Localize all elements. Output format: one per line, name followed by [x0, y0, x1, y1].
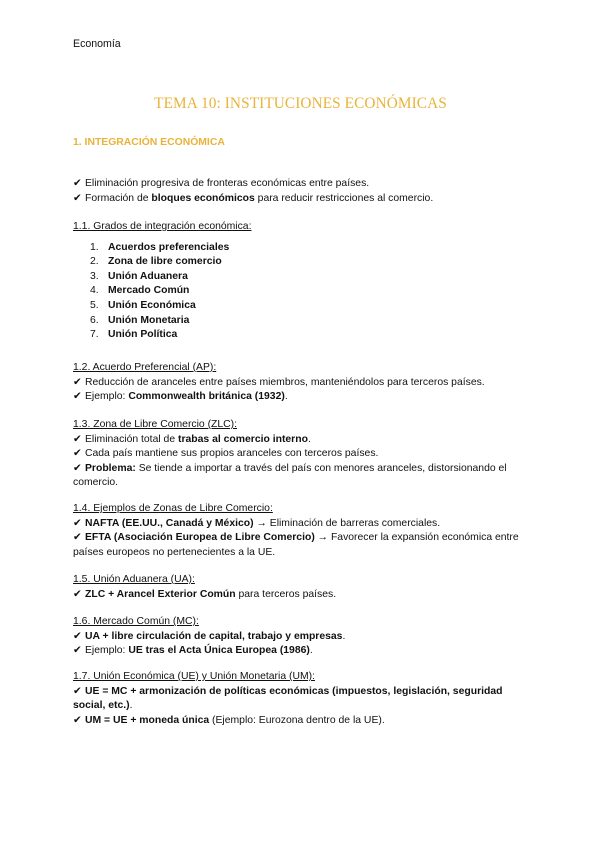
check-icon: ✔ — [73, 532, 82, 544]
grades-heading: 1.1. Grados de integración económica: — [73, 221, 252, 232]
check-icon: ✔ — [73, 448, 82, 460]
zlc-bullet-2: ✔ Cada país mantiene sus propios aranceles con terceros países. — [73, 447, 528, 462]
zlc-bullet-1: ✔ Eliminación total de trabas al comercio interno. — [73, 433, 528, 448]
list-item: 2. Zona de libre comercio — [90, 256, 222, 268]
list-item: 1. Acuerdos preferenciales — [90, 241, 230, 253]
grades-list — [73, 241, 528, 343]
check-icon: ✔ — [73, 376, 82, 388]
ua-heading: 1.5. Unión Aduanera (UA): — [73, 574, 195, 585]
zlc-section — [73, 418, 528, 491]
check-icon: ✔ — [73, 178, 82, 189]
zlc-heading: 1.3. Zona de Libre Comercio (ZLC): — [73, 419, 238, 430]
mc-bullet-1: ✔ UA + libre circulación de capital, trabajo y empresas. — [73, 630, 528, 645]
intro-bullets — [73, 177, 528, 206]
list-item: 3. Unión Aduanera — [90, 270, 188, 282]
check-icon: ✔ — [73, 433, 82, 445]
intro-bullet-2: ✔ Formación de bloques económicos para reducir restricciones al comercio. — [73, 192, 528, 207]
section-title: 1. INTEGRACIÓN ECONÓMICA — [73, 137, 225, 148]
check-icon: ✔ — [73, 462, 82, 474]
examples-heading: 1.4. Ejemplos de Zonas de Libre Comercio: — [73, 503, 273, 514]
intro-bullet-1: ✔ Eliminación progresiva de fronteras económicas entre países. — [73, 177, 528, 192]
grades-section — [73, 220, 528, 343]
ue-bullet-1: ✔ UE = MC + armonización de políticas económicas (impuestos, legislación, seguridad social, etc.). — [73, 685, 503, 712]
mc-heading: 1.6. Mercado Común (MC): — [73, 616, 199, 627]
list-item: 7. Unión Política — [90, 329, 178, 341]
check-icon: ✔ — [73, 685, 82, 697]
check-icon: ✔ — [73, 192, 82, 204]
ap-heading: 1.2. Acuerdo Preferencial (AP): — [73, 362, 217, 373]
ue-section — [73, 670, 528, 728]
check-icon: ✔ — [73, 391, 82, 403]
check-icon: ✔ — [73, 630, 82, 642]
list-item: 5. Unión Económica — [90, 299, 196, 311]
zlc-bullet-3: ✔ Problema: Se tiende a importar a través del país con menores aranceles, distorsionando el comercio. — [73, 462, 507, 489]
mc-bullet-2: ✔ Ejemplo: UE tras el Acta Única Europea (1986). — [73, 644, 528, 659]
ua-bullet-1: ✔ ZLC + Arancel Exterior Común para terceros países. — [73, 588, 528, 603]
check-icon: ✔ — [73, 714, 82, 726]
ap-bullet-2: ✔ Ejemplo: Commonwealth británica (1932). — [73, 390, 528, 405]
page-title: TEMA 10: INSTITUCIONES ECONÓMICAS — [154, 95, 447, 112]
ue-bullet-2: ✔ UM = UE + moneda única (Ejemplo: Eurozona dentro de la UE). — [73, 714, 528, 729]
list-item: 4. Mercado Común — [90, 285, 190, 297]
check-icon: ✔ — [73, 645, 82, 657]
mc-section — [73, 615, 528, 659]
examples-bullet-2: ✔ EFTA (Asociación Europea de Libre Comercio) → Favorecer la expansión económica entre países europeos no pertenecientes a la UE. — [73, 532, 519, 558]
examples-section — [73, 502, 528, 560]
ap-section — [73, 361, 528, 405]
page-header: Economía — [73, 38, 121, 50]
list-item: 6. Unión Monetaria — [90, 314, 190, 326]
check-icon: ✔ — [73, 588, 82, 600]
examples-bullet-1: ✔ NAFTA (EE.UU., Canadá y México) → Eliminación de barreras comerciales. — [73, 517, 528, 532]
ue-heading: 1.7. Unión Económica (UE) y Unión Monetaria (UM): — [73, 671, 315, 682]
ua-section — [73, 573, 528, 602]
ap-bullet-1: ✔ Reducción de aranceles entre países miembros, manteniéndolos para terceros países. — [73, 376, 528, 391]
check-icon: ✔ — [73, 517, 82, 529]
